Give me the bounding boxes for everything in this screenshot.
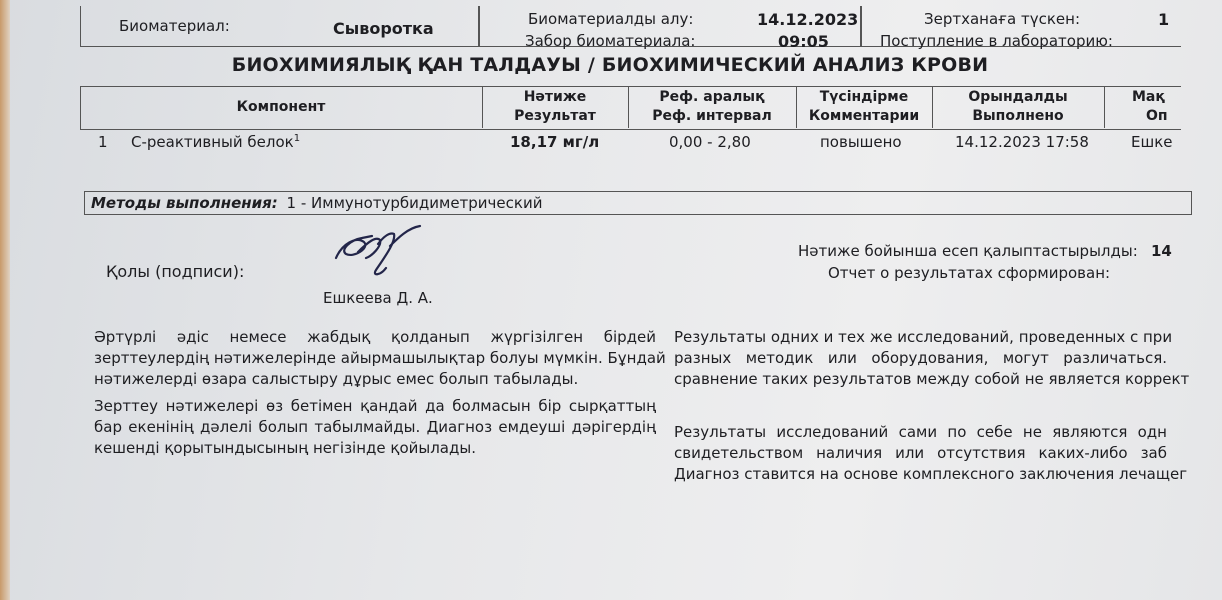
handwritten-signature <box>328 222 428 284</box>
row-by: Ешке <box>1131 133 1173 151</box>
disclaimer-kz-1-line-2: зерттеулердің нәтижелерінде айырмашылықтар болуы мүмкін. Бұндай <box>94 349 666 367</box>
signature-label: Қолы (подписи): <box>106 262 245 281</box>
row-component-footnote: 1 <box>293 133 301 144</box>
disclaimer-ru-1-line-2: разных методик или оборудования, могут различаться. <box>674 349 1167 367</box>
disclaimer-kz-2-line-1: Зерттеу нәтижелері өз бетімен қандай да болмасын бір сырқаттың <box>94 397 656 415</box>
disclaimer-ru-2-line-2: свидетельством наличия или отсутствия каких-либо заб <box>674 444 1167 462</box>
col-result-kz: Нәтиже <box>523 89 587 105</box>
disclaimer-kz-1-line-1: Әртүрлі әдіс немесе жабдық қолданып жүргізілген бірдей <box>94 328 656 346</box>
col-result <box>482 86 629 128</box>
collection-label-kz: Биоматериалды алу: <box>528 10 694 28</box>
row-comment: повышено <box>820 133 902 151</box>
disclaimer-ru-1-line-3: сравнение таких результатов между собой не является коррект <box>674 370 1190 388</box>
paper-edge <box>0 0 10 600</box>
disclaimer-ru-1-line-1: Результаты одних и тех же исследований, проведенных с при <box>674 328 1173 346</box>
col-ref <box>628 86 797 128</box>
collection-time: 09:05 <box>778 32 829 51</box>
col-done-ru: Выполнено <box>972 108 1064 124</box>
col-component <box>80 86 483 128</box>
lab-label-kz: Зертханаға түскен: <box>924 10 1080 28</box>
col-result-ru: Результат <box>514 108 596 124</box>
disclaimer-ru-2-line-1: Результаты исследований сами по себе не являются одн <box>674 423 1167 441</box>
row-number: 1 <box>98 133 108 151</box>
disclaimer-kz-2-line-2: бар екенінің дәлелі болып табылмайды. Диагноз емдеуші дәрігердің <box>94 418 656 436</box>
col-ref-ru: Реф. интервал <box>652 108 772 124</box>
disclaimer-kz-2 <box>94 396 656 459</box>
report-value: 14 <box>1151 242 1172 260</box>
disclaimer-kz-1 <box>94 327 666 390</box>
row-component-name: С-реактивный белок <box>131 133 294 151</box>
biomaterial-value: Сыворотка <box>333 19 434 38</box>
methods-value: 1 - Иммунотурбидиметрический <box>286 194 543 212</box>
disclaimer-ru-1 <box>674 327 1190 390</box>
row-component <box>131 133 300 151</box>
col-comment-ru: Комментарии <box>808 108 920 124</box>
col-by-ru: Оп <box>1146 108 1168 124</box>
disclaimer-ru-2 <box>674 422 1188 485</box>
biomaterial-label: Биоматериал: <box>119 17 230 35</box>
lab-label-ru: Поступление в лабораторию: <box>880 32 1113 50</box>
col-by <box>1104 86 1222 128</box>
col-ref-kz: Реф. аралық <box>659 89 765 105</box>
methods-label: Методы выполнения: <box>91 194 278 212</box>
disclaimer-kz-2-line-3: кешенді қорытындысының негізінде қойылады. <box>94 439 476 457</box>
row-result: 18,17 мг/л <box>510 133 600 151</box>
report-label-kz: Нәтиже бойынша есеп қалыптастырылды: <box>798 242 1138 260</box>
collection-date: 14.12.2023 <box>757 10 859 29</box>
page-title: БИОХИМИЯЛЫҚ ҚАН ТАЛДАУЫ / БИОХИМИЧЕСКИЙ АНАЛИЗ КРОВИ <box>231 54 989 76</box>
report-label-ru: Отчет о результатах сформирован: <box>828 264 1111 282</box>
row-ref: 0,00 - 2,80 <box>669 133 751 151</box>
signatory-name: Ешкеева Д. А. <box>323 289 433 307</box>
disclaimer-kz-1-line-3: нәтижелерді өзара салыстыру дұрыс емес болып табылады. <box>94 370 579 388</box>
col-done <box>932 86 1105 128</box>
col-comment <box>796 86 933 128</box>
row-done: 14.12.2023 17:58 <box>955 133 1089 151</box>
col-comment-kz: Түсіндірме <box>819 89 909 105</box>
disclaimer-ru-2-line-3: Диагноз ставится на основе комплексного заключения лечащег <box>674 465 1188 483</box>
col-component-label: Компонент <box>236 98 326 115</box>
lab-value: 1 <box>1158 10 1170 29</box>
col-by-kz: Мақ <box>1132 89 1165 105</box>
methods-box <box>84 191 1192 215</box>
col-done-kz: Орындалды <box>968 89 1068 105</box>
collection-label-ru: Забор биоматериала: <box>525 32 696 50</box>
